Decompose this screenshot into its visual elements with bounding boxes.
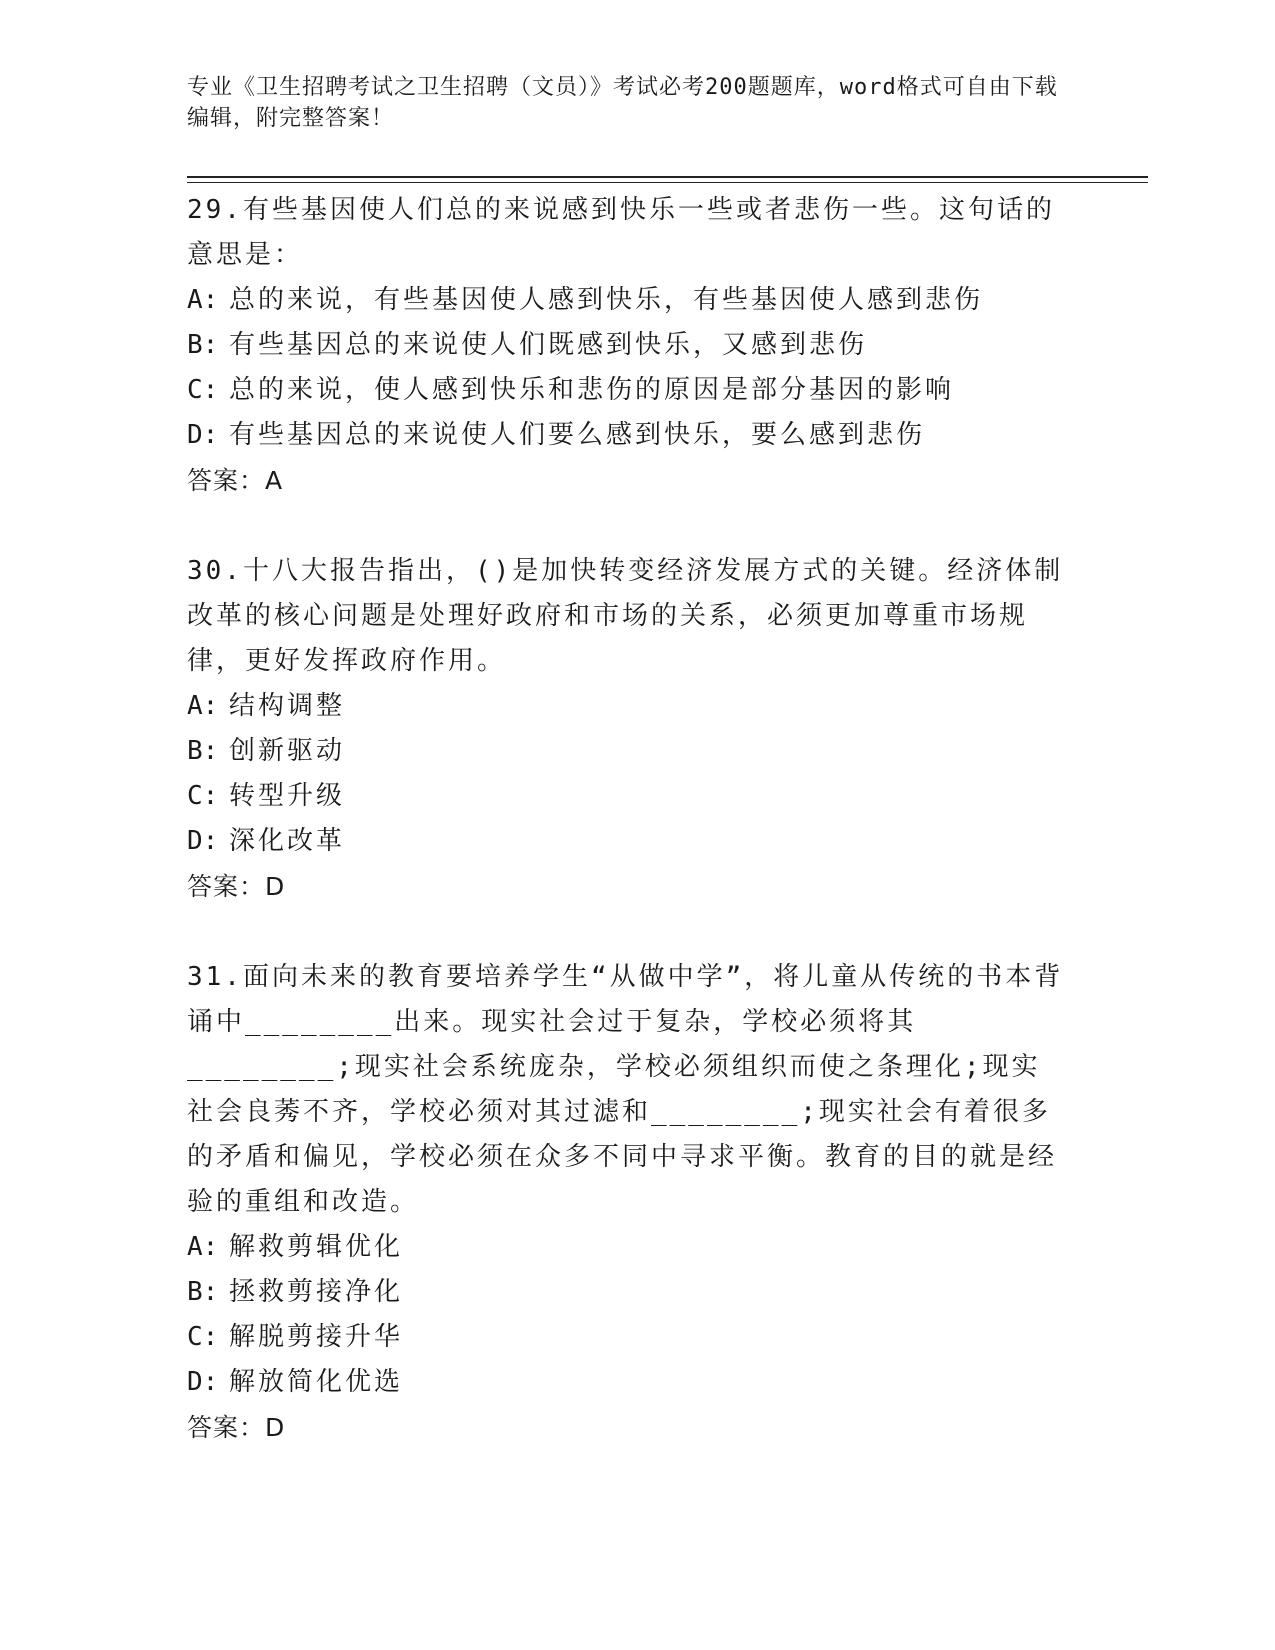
option-letter: B: bbox=[187, 736, 219, 766]
option-text: 拯救剪接净化 bbox=[229, 1277, 404, 1307]
question-list bbox=[187, 188, 1067, 1450]
option-text: 有些基因总的来说使人们既感到快乐，又感到悲伤 bbox=[229, 330, 868, 360]
question-29 bbox=[187, 188, 1067, 503]
option-letter: A: bbox=[187, 285, 219, 315]
option-letter: B: bbox=[187, 330, 219, 360]
answer-line: 答案：A bbox=[187, 466, 284, 495]
option-letter: D: bbox=[187, 420, 219, 450]
option-text: 解放简化优选 bbox=[229, 1367, 404, 1397]
option-letter: B: bbox=[187, 1277, 219, 1307]
question-spacer bbox=[187, 503, 1067, 549]
option-text: 结构调整 bbox=[229, 691, 346, 721]
option-text: 创新驱动 bbox=[229, 736, 346, 766]
option-a bbox=[187, 1225, 1067, 1270]
option-text: 总的来说，使人感到快乐和悲伤的原因是部分基因的影响 bbox=[229, 375, 955, 405]
question-stem: 31.面向未来的教育要培养学生“从做中学”，将儿童从传统的书本背诵中________出来。现实社会过于复杂，学校必须将其________;现实社会系统庞杂，学校必须组织而使之条理化;现实社会良莠不齐，学校必须对其过滤和________;现实社会有着很多的矛盾和偏见，学校必须在众多不同中寻求平衡。教育的目的就是经验的重组和改造。 bbox=[187, 962, 1064, 1217]
option-text: 深化改革 bbox=[229, 826, 346, 856]
question-stem: 30.十八大报告指出，()是加快转变经济发展方式的关键。经济体制改革的核心问题是处理好政府和市场的关系，必须更加尊重市场规律，更好发挥政府作用。 bbox=[187, 556, 1064, 676]
option-a bbox=[187, 684, 1067, 729]
question-spacer bbox=[187, 909, 1067, 955]
header-divider-thick bbox=[187, 176, 1148, 178]
option-text: 解脱剪接升华 bbox=[229, 1322, 404, 1352]
option-b bbox=[187, 729, 1067, 774]
option-d bbox=[187, 819, 1067, 864]
option-text: 转型升级 bbox=[229, 781, 346, 811]
option-text: 总的来说，有些基因使人感到快乐，有些基因使人感到悲伤 bbox=[229, 285, 984, 315]
option-letter: D: bbox=[187, 1367, 219, 1397]
option-b bbox=[187, 1270, 1067, 1315]
option-letter: A: bbox=[187, 1232, 219, 1262]
option-text: 解救剪辑优化 bbox=[229, 1232, 404, 1262]
question-30 bbox=[187, 549, 1067, 909]
option-letter: C: bbox=[187, 1322, 219, 1352]
document-header: 专业《卫生招聘考试之卫生招聘（文员）》考试必考200题题库，word格式可自由下载编辑，附完整答案！ bbox=[187, 75, 1058, 131]
option-c bbox=[187, 774, 1067, 819]
header-divider-thin bbox=[187, 182, 1148, 183]
option-d bbox=[187, 1360, 1067, 1405]
question-31 bbox=[187, 955, 1067, 1450]
option-letter: C: bbox=[187, 375, 219, 405]
option-text: 有些基因总的来说使人们要么感到快乐，要么感到悲伤 bbox=[229, 420, 926, 450]
option-a bbox=[187, 278, 1067, 323]
answer-line: 答案：D bbox=[187, 1413, 286, 1442]
option-letter: D: bbox=[187, 826, 219, 856]
option-c bbox=[187, 1315, 1067, 1360]
option-b bbox=[187, 323, 1067, 368]
option-letter: A: bbox=[187, 691, 219, 721]
answer-line: 答案：D bbox=[187, 872, 286, 901]
option-d bbox=[187, 413, 1067, 458]
option-c bbox=[187, 368, 1067, 413]
option-letter: C: bbox=[187, 781, 219, 811]
question-stem: 29.有些基因使人们总的来说感到快乐一些或者悲伤一些。这句话的意思是： bbox=[187, 195, 1055, 270]
